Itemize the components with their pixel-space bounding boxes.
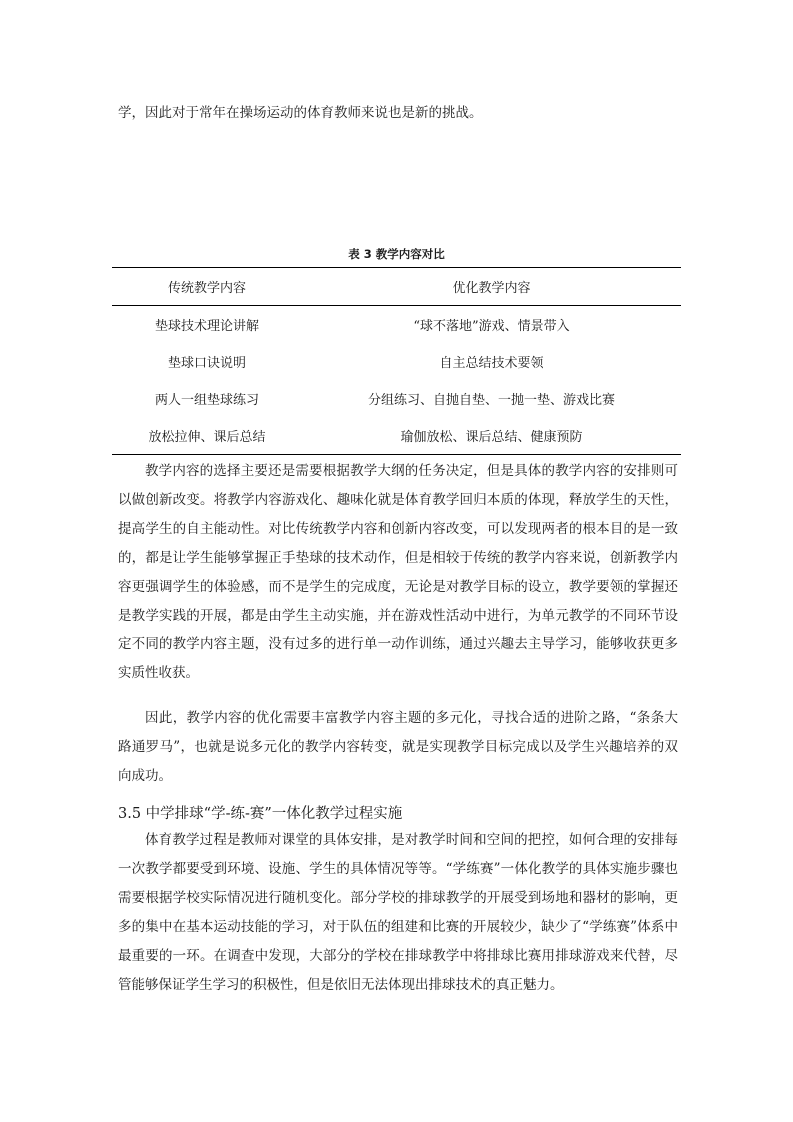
table-cell: 垫球口诀说明 <box>167 356 246 371</box>
table-caption: 表 3 教学内容对比 <box>348 247 445 261</box>
table-cell: 放松拉伸、课后总结 <box>148 430 266 445</box>
table-header-row <box>112 268 681 306</box>
table-row <box>112 343 681 380</box>
paragraph-diversification: 因此，教学内容的优化需要丰富教学内容主题的多元化，寻找合适的进阶之路，“条条大路通罗马”，也就是说多元化的教学内容转变，就是实现教学目标完成以及学生兴趣培养的双向成功。 <box>118 710 678 784</box>
top-text-line: 学，因此对于常年在操场运动的体育教师来说也是新的挑战。 <box>118 105 483 121</box>
table-row <box>112 306 681 344</box>
table-cell: 垫球技术理论讲解 <box>154 319 259 334</box>
comparison-table <box>112 267 681 455</box>
table-cell: 分组练习、自抛自垫、一抛一垫、游戏比赛 <box>367 393 615 408</box>
table-cell: 瑜伽放松、课后总结、健康预防 <box>400 430 583 445</box>
table-cell: 两人一组垫球练习 <box>154 393 259 408</box>
table-row <box>112 380 681 417</box>
table-cell: “球不落地”游戏、情景带入 <box>413 319 570 334</box>
paragraph-content-selection: 教学内容的选择主要还是需要根据教学大纲的任务决定，但是具体的教学内容的安排则可以做创新改变。将教学内容游戏化、趣味化就是体育教学回归本质的体现，释放学生的天性，提高学生的自主能动性。对比传统教学内容和创新内容改变，可以发现两者的根本目的是一致的，都是让学生能够掌握正手垫球的技术动作，但是相较于传统的教学内容来说，创新教学内容更强调学生的体验感，而不是学生的完成度，无论是对教学目标的设立，教学要领的掌握还是教学实践的开展，都是由学生主动实施，并在游戏性活动中进行，为单元教学的不同环节设定不同的教学内容主题，没有过多的进行单一动作训练，通过兴趣去主导学习，能够收获更多实质性收获。 <box>118 463 678 682</box>
header-optimized: 优化教学内容 <box>452 281 531 296</box>
header-traditional: 传统教学内容 <box>167 281 246 296</box>
section-heading: 3.5 中学排球“学-练-赛”一体化教学过程实施 <box>118 806 403 822</box>
table-row <box>112 417 681 455</box>
table-cell: 自主总结技术要领 <box>439 356 544 371</box>
paragraph-teaching-process: 体育教学过程是教师对课堂的具体安排，是对教学时间和空间的把控，如何合理的安排每一次教学都要受到环境、设施、学生的具体情况等等。“学练赛”一体化教学的具体实施步骤也需要根据学校实际情况进行随机变化。部分学校的排球教学的开展受到场地和器材的影响，更多的集中在基本运动技能的学习，对于队伍的组建和比赛的开展较少，缺少了“学练赛”体系中最重要的一环。在调查中发现，大部分的学校在排球教学中将排球比赛用排球游戏来代替，尽管能够保证学生学习的积极性，但是依旧无法体现出排球技术的真正魅力。 <box>118 832 678 993</box>
